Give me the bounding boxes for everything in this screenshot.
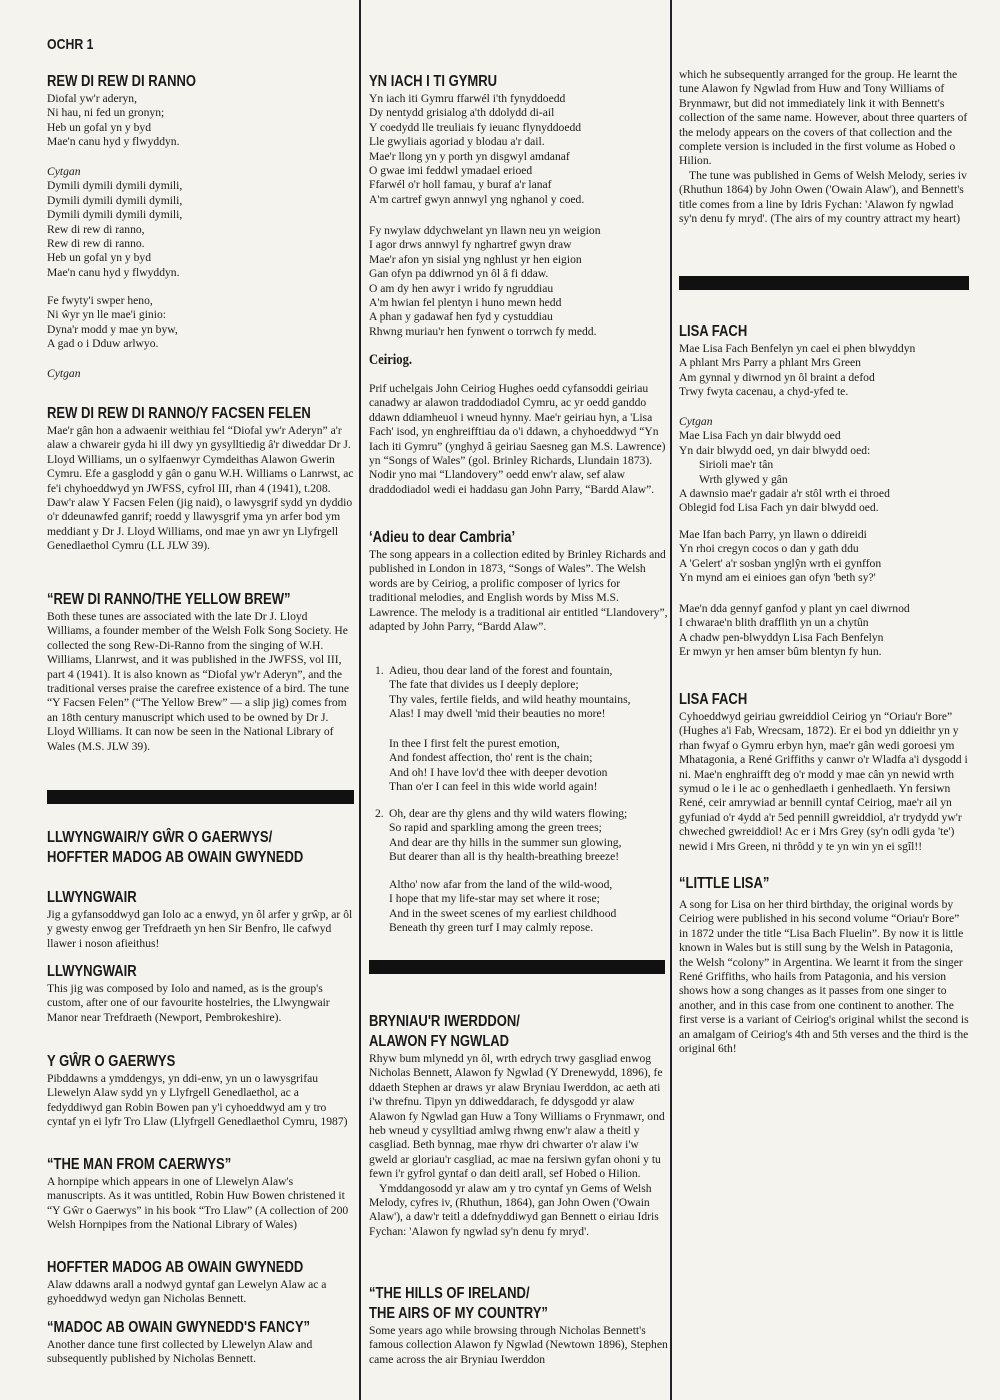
section-title: “LITTLE LISA” <box>679 875 770 892</box>
verse-line: Alas! I may dwell 'mid their beauties no more! <box>389 707 606 721</box>
chorus-label: Cytgan <box>47 367 81 380</box>
verse-line: Dymili dymili dymili dymili, <box>47 179 183 193</box>
section-text: The tune was published in Gems of Welsh Melody, series iv (Rhuthun 1864) by John Owen ('Owain Alaw'), and Bennett's title comes from a line by Idris Fychan: 'Alawon fy ngwlad sy'n denu fy mryd'. (The airs of my country attract my heart) <box>679 168 967 226</box>
verse-line: In thee I first felt the purest emotion, <box>389 737 560 750</box>
section-title: “THE HILLS OF IRELAND/ <box>369 1285 530 1302</box>
verse-line: Dyna'r modd y mae yn byw, <box>47 322 178 336</box>
section-llwyngwair-header <box>47 828 354 868</box>
verse-line: Er mwyn yr hen amser bûm blentyn fy hun. <box>679 645 882 659</box>
section-title: Y GŴR O GAERWYS <box>47 1053 176 1070</box>
verse-line: A'm hwian fel plentyn i huno mewn hedd <box>369 296 562 310</box>
section-text: This jig was composed by Iolo and named, as is the group's custom, after one of our favourite hostelries, the Llwyngwair Manor near Trefdraeth (Newport, Pembrokeshire). <box>47 982 330 1024</box>
section-title: “THE MAN FROM CAERWYS” <box>47 1156 232 1173</box>
verse-line: Mae'n canu hyd y flwyddyn. <box>47 265 180 279</box>
verse-line: Wrth glywed y gân <box>699 472 788 486</box>
section-title: LLWYNGWAIR <box>47 963 137 980</box>
section-text: Pibddawns a ymddengys, yn ddi-enw, yn un o lawysgrifau Llewelyn Alaw sydd yn y Llyfrgell Genedlaethol, ac a fedyddiwyd gan Robin Bowen pan y'i cyhoeddwyd am y tro cyntaf yn ei lyfr Tro Llaw (Llyfrgell Genedlaethol Cymru, 1987) <box>47 1072 348 1129</box>
section-lisa-fach-notes <box>679 690 969 854</box>
section-text: Alaw ddawns arall a nodwyd gyntaf gan Lewelyn Alaw ac a gyhoeddwyd wedyn gan Nicholas Bennett. <box>47 1278 327 1306</box>
section-title: LISA FACH <box>679 691 748 708</box>
verse-line: O am dy hen awyr i wrido fy ngruddiau <box>369 281 554 295</box>
section-yellow-brew <box>47 590 354 754</box>
verse-line: Mae Lisa Fach yn dair blwydd oed <box>679 429 841 443</box>
section-llwyngwair-en <box>47 962 354 1025</box>
verse-line: Yn rhoi cregyn cocos o dan y gath ddu <box>679 542 859 556</box>
verse-line: Rhwng muriau'r hen fynwent o torrwch fy medd. <box>369 324 597 338</box>
verse-line: Heb un gofal yn y byd <box>47 120 152 134</box>
verse-line: A gad o i Dduw arlwyo. <box>47 337 159 351</box>
section-text: which he subsequently arranged for the group. He learnt the tune Alawon fy Ngwlad from Huw and Tony Williams of Brynmawr, but did not immediately link it with Bennett's collection of the same name. However, about three quarters of the melody appears on the covers of that collection and the complete version is included in the first volume as Hobed o Hilion. <box>679 68 968 168</box>
section-title: LLWYNGWAIR/Y GŴR O GAERWYS/ <box>47 829 273 846</box>
section-title: BRYNIAU'R IWERDDON/ <box>369 1013 520 1030</box>
verse <box>679 528 969 586</box>
verse-line: A dawnsio mae'r gadair a'r stôl wrth ei throed <box>679 487 890 501</box>
verse-line: But dearer than all is thy health-breathing breeze! <box>389 850 620 864</box>
poem-stanza-2 <box>369 807 669 865</box>
section-text: The song appears in a collection edited by Brinley Richards and published in London in 1873, “Songs of Wales”. The Welsh words are by Ceiriog, a prolific composer of lyrics for traditional melodies, and English words by Miss M.S. Lawrence. The melody is a traditional air entitled “Llandovery”, adapted by John Parry, “Bardd Alaw”. <box>369 548 668 634</box>
section-title: LLWYNGWAIR <box>47 889 137 906</box>
verse-line: Ni ŵyr yn lle mae'i ginio: <box>47 308 166 322</box>
section-text: Rhyw bum mlynedd yn ôl, wrth edrych trwy gasgliad enwog Nicholas Bennett, Alawon fy Ngwlad (Y Drenewydd, 1896), fe ddaeth Stephen ar draws yr alaw Bryniau Iwerddon, ac aeth ati i'w threfnu. Tipyn yn ddiweddarach, fe ddysgodd yr alaw Alawon fy Ngwlad gan Huw a Tony Williams o Frynmawr, ond heb wneud y cysylltiad amlwg rhwng enw'r alaw a theitl y casgliad. Beth bynnag, mae rhyw dri chwarter o'r alaw i'w gweld ar gloriau'r casgliad, ac mae na fersiwn gyfan ohoni y tu fewn i'r gyfrol gyntaf o dan deitl arall, sef Hobed o Hilion. <box>369 1052 665 1181</box>
section-lisa-fach-verses <box>679 322 969 400</box>
separator-bar <box>369 960 665 974</box>
section-bryniau-cont <box>679 68 969 226</box>
verse-line: Yn dair blwydd oed, yn dair blwydd oed: <box>679 443 871 457</box>
verse <box>369 224 669 339</box>
verse-line: Mae'r afon yn sisial yng nghlust yr hen eigion <box>369 252 582 266</box>
poem-stanza-1b <box>369 737 669 795</box>
verse-line: O gwae imi feddwl ymadael erioed <box>369 164 533 178</box>
verse-line: Ni hau, ni fed un gronyn; <box>47 106 165 120</box>
verse-line: Altho' now afar from the land of the wild-wood, <box>389 878 613 891</box>
verse-line: Ffarwél o'r holl famau, y buraf a'r lanaf <box>369 178 552 192</box>
section-text: A hornpipe which appears in one of Llewelyn Alaw's manuscripts. As it was untitled, Robin Huw Bowen christened it “Y Gŵr o Gaerwys” in his book “Tro Llaw” (A collection of 200 Welsh Hornpipes from the National Library of Wales) <box>47 1175 349 1232</box>
section-yn-iach <box>369 72 669 207</box>
section-text: Another dance tune first collected by Llewelyn Alaw and subsequently published by Nicholas Bennett. <box>47 1338 313 1366</box>
section-text: Cyhoeddwyd geiriau gwreiddiol Ceiriog yn “Oriau'r Bore” (Hughes a'i Fab, Wrecsam, 1872). Er ei bod yn ddieithr yn y rhan fwyaf o Gymru erbyn hyn, mae'r gân wedi goroesi ym Mhatagonia, a René Griffiths y canwr o'r Wladfa a'i dysgodd i ni. Mae'n enghraifft deg o'r modd y mae cân yn newid wrth symud o le i le ac o genhedlaeth i genhedlaeth. Yn fersiwn René, ceir amrywiad ar bennill cyntaf Ceiriog, mae'r ail yn gyfuniad o'r 4ydd a'r 5ed pennill gwreiddiol, a'r trydydd yw'r chweched gwreiddiol! Ac er i Mrs Grey (sy'n odli gyda 'te') newid i Mrs Green, ni thrôdd y te yn win yn ei sgîl!! <box>679 710 968 853</box>
verse-line: Fy nwylaw ddychwelant yn llawn neu yn weigion <box>369 224 601 237</box>
section-little-lisa <box>679 874 969 1056</box>
verse-line: Dymili dymili dymili dymili, <box>47 193 183 207</box>
verse-line: A chadw pen-blwyddyn Lisa Fach Benfelyn <box>679 630 884 644</box>
verse-line: Dy nentydd grisialog a'th ddolydd di-ail <box>369 106 555 120</box>
verse-line: Trwy fwyta cacenau, a chyd-yfed te. <box>679 385 849 399</box>
verse-line: And oh! I have lov'd thee with deeper devotion <box>389 765 608 779</box>
chorus <box>679 415 969 516</box>
separator-bar <box>679 276 969 290</box>
section-text: Jig a gyfansoddwyd gan Iolo ac a enwyd, yn ôl arfer y grŵp, ar ôl y gwesty enwog ger Trefdraeth yn hen Sir Benfro, lle cafwyd llawer i noson afieithus! <box>47 908 353 950</box>
section-title: THE AIRS OF MY COUNTRY” <box>369 1305 548 1322</box>
verse-line: And dear are thy hills in the summer sun glowing, <box>389 835 622 849</box>
section-title: REW DI REW DI RANNO <box>47 73 197 90</box>
column-divider-left <box>359 0 361 1400</box>
verse-line: A 'Gelert' a'r sosban ynglŷn wrth ei gynffon <box>679 556 882 570</box>
verse-line: Rew di rew di ranno. <box>47 237 145 251</box>
section-text: Prif uchelgais John Ceiriog Hughes oedd cyfansoddi geiriau canadwy ar alawon traddodiadol Cymru, ac yr oedd ganddo ddawn ddiamheuol i wneud hynny. Mae'r geiriau hyn, a 'Lisa Fach' isod, yn enghreifftiau da o'i ddawn, a chyhoeddwyd “Yn Iach iti Gymru” (ynghyd â geiriau Saesneg gan M.S. Lawrence) yn “Songs of Wales” (gol. Brinley Richards, Llundain 1873). Nodir yno mai “Llandovery” oedd enw'r alaw, sef alaw draddodiadol wedi ei haddasu gan John Parry, “Bardd Alaw”. <box>369 382 666 496</box>
column-divider-right <box>670 0 672 1400</box>
poem-stanza-1 <box>369 664 669 722</box>
section-adieu <box>369 528 669 634</box>
verse-line: And in the sweet scenes of my earliest childhood <box>389 906 617 920</box>
poem-stanza-2b <box>369 878 669 936</box>
section-rew-di-rew <box>47 72 354 150</box>
verse-line: So rapid and sparkling among the green trees; <box>389 821 602 835</box>
section-madoc-fancy <box>47 1318 354 1367</box>
stanza-number: 1. <box>375 664 384 677</box>
section-title: HOFFTER MADOG AB OWAIN GWYNEDD <box>47 1259 304 1276</box>
verse-line: Yn iach iti Gymru ffarwél i'th fynyddoedd <box>369 92 566 105</box>
verse <box>47 294 354 352</box>
section-text: Some years ago while browsing through Nicholas Bennett's famous collection Alawon fy Ngwlad (Newtown 1896), Stephen came across the air Bryniau Iwerddon <box>369 1324 668 1366</box>
verse-line: Oh, dear are thy glens and thy wild waters flowing; <box>389 807 628 820</box>
verse-line: Beneath thy green turf I may calmly repose. <box>389 921 594 935</box>
section-bryniau <box>369 1012 669 1239</box>
section-title: HOFFTER MADOG AB OWAIN GWYNEDD <box>47 849 304 866</box>
verse-line: Diofal yw'r aderyn, <box>47 92 137 105</box>
section-man-from-caerwys <box>47 1155 354 1233</box>
verse-line: I agor drws annwyl fy nghartref gwyn draw <box>369 238 572 252</box>
verse-line: A'm cartref gwyn annwyl yng nghanol y coed. <box>369 192 585 206</box>
verse-line: Heb un gofal yn y byd <box>47 251 152 265</box>
section-title: YN IACH I TI GYMRU <box>369 73 498 90</box>
chorus <box>47 165 354 280</box>
chorus-label: Cytgan <box>47 165 81 178</box>
verse-line: Mae'n dda gennyf ganfod y plant yn cael diwrnod <box>679 602 910 615</box>
verse-line: A phlant Mrs Parry a phlant Mrs Green <box>679 356 861 370</box>
verse-line: Yn mynd am ei einioes gan ofyn 'beth sy?' <box>679 571 876 585</box>
verse-line: Oblegid fod Lisa Fach yn dair blwydd oed. <box>679 501 879 515</box>
section-title: LISA FACH <box>679 323 748 340</box>
verse-line: Mae'n canu hyd y flwyddyn. <box>47 135 180 149</box>
verse-line: Y coedydd lle treuliais fy ieuanc flynyddoedd <box>369 120 582 134</box>
verse-line: Mae Ifan bach Parry, yn llawn o ddireidi <box>679 528 867 541</box>
verse-line: Mae'r llong yn y porth yn disgwyl amdanaf <box>369 149 570 163</box>
section-title: REW DI REW DI RANNO/Y FACSEN FELEN <box>47 405 311 422</box>
section-text: Ymddangosodd yr alaw am y tro cyntaf yn Gems of Welsh Melody, cyfres iv, (Rhuthun, 1864), gan John Owen ('Owain Alaw'), a daw'r teitl a ddefnyddiwyd gan Bennett o eiriau Idris Fychan: 'Alawon fy ngwlad sy'n denu fy mryd'. <box>369 1181 659 1238</box>
verse-line: Thy vales, fertile fields, and wild heathy mountains, <box>389 692 631 706</box>
verse-line: I chwarae'n blith drafflith yn un a chytûn <box>679 616 869 630</box>
section-title: “REW DI RANNO/THE YELLOW BREW” <box>47 591 291 608</box>
section-hoffter-madog <box>47 1258 354 1307</box>
section-gwr-o-gaerwys <box>47 1052 354 1130</box>
verse-line: Am gynnal y diwrnod yn ôl braint a defod <box>679 370 875 384</box>
section-llwyngwair-cy <box>47 888 354 951</box>
chorus-label: Cytgan <box>679 415 713 428</box>
verse-line: Gan ofyn pa ddiwrnod yn ôl â fi ddaw. <box>369 267 549 281</box>
verse-line: Dymili dymili dymili dymili, <box>47 208 183 222</box>
section-text: A song for Lisa on her third birthday, the original words by Ceiriog were published in his second volume “Oriau'r Bore” in 1872 under the title “Lisa Bach Fluelin”. By now it is little known in Wales but is still sung by the Welsh in Patagonia, the Welsh “colony” in Argentina. We learnt it from the singer René Griffiths, who hails from Patagonia, and his version shows how a song changes as it passes from one singer to another, and in this case from one continent to another. The first verse is a variant of Ceiriog's original whilst the second is an amalgam of Ceiriog's 4th and 5th verses and the third is the original 6th! <box>679 898 969 1056</box>
verse-line: Adieu, thou dear land of the forest and fountain, <box>389 664 613 677</box>
verse-line: A phan y gadawaf hen fyd y cystuddiau <box>369 310 553 324</box>
verse-line: Lle gwyliais agoriad y blodau a'r dail. <box>369 135 545 149</box>
page-label: OCHR 1 <box>47 36 94 53</box>
verse-line: I hope that my life-star may set where it rose; <box>389 892 600 906</box>
section-title: “MADOC AB OWAIN GWYNEDD'S FANCY” <box>47 1319 311 1336</box>
stanza-number: 2. <box>375 807 384 820</box>
separator-bar <box>47 790 354 804</box>
section-hills-of-ireland <box>369 1284 669 1367</box>
verse <box>679 602 969 660</box>
verse-line: Mae Lisa Fach Benfelyn yn cael ei phen blwyddyn <box>679 342 916 355</box>
section-text: Mae'r gân hon a adwaenir weithiau fel “Diofal yw'r Aderyn” a'r alaw a chwareir gyda hi ill dwy yn gysylltiedig â'r diweddar Dr J. Lloyd Williams, un o sylfaenwyr Cymdeithas Alawon Gwerin Cymru. Efe a gasglodd y gân o ganu W.H. Williams o Lanrwst, ac fe'i chyhoeddwyd yn JWFSS, cyfrol III, rhan 4 (1941), t.208. Daw'r alaw Y Facsen Felen (jig naid), o lawysgrif sydd yn dyddio o'r ddeunawfed ganrif; roedd y llawysgrif yma yn arfer bod ym meddiant y Dr J. Lloyd Williams, ond mae yn awr yn Llyfrgell Genedlaethol Cymru (LL JLW 39). <box>47 424 354 553</box>
section-facsen-felen <box>47 404 354 554</box>
verse-line: And fondest affection, tho' rent is the chain; <box>389 751 593 765</box>
verse-line: Than o'er I can feel in this wide world again! <box>389 780 598 794</box>
section-text: Both these tunes are associated with the late Dr J. Lloyd Williams, a founder member of the Welsh Folk Song Society. He collected the song Rew-Di-Ranno from the singing of W.H. Williams, Llanrwst, and it was published in the JWFSS, vol III, part 4 (1941). It is also known as “Diofal yw'r Aderyn”, and the traditional verses praise the carefree existence of a bird. The tune “Y Facsen Felen” (“The Yellow Brew” — a slip jig) comes from an 18th century manuscript which used to be owned by Dr J. Lloyd Williams. It can now be seen in the National Library of Wales (M.S. JLW 39). <box>47 610 350 753</box>
verse-line: Sirioli mae'r tân <box>699 458 774 472</box>
verse-line: The fate that divides us I deeply deplore; <box>389 678 579 692</box>
section-title: ‘Adieu to dear Cambria’ <box>369 529 516 546</box>
verse-line: Fe fwyty'i swper heno, <box>47 294 153 307</box>
section-ceiriog <box>369 350 669 497</box>
section-title: ALAWON FY NGWLAD <box>369 1033 510 1050</box>
verse-line: Rew di rew di ranno, <box>47 222 145 236</box>
section-title: Ceiriog. <box>369 352 413 368</box>
